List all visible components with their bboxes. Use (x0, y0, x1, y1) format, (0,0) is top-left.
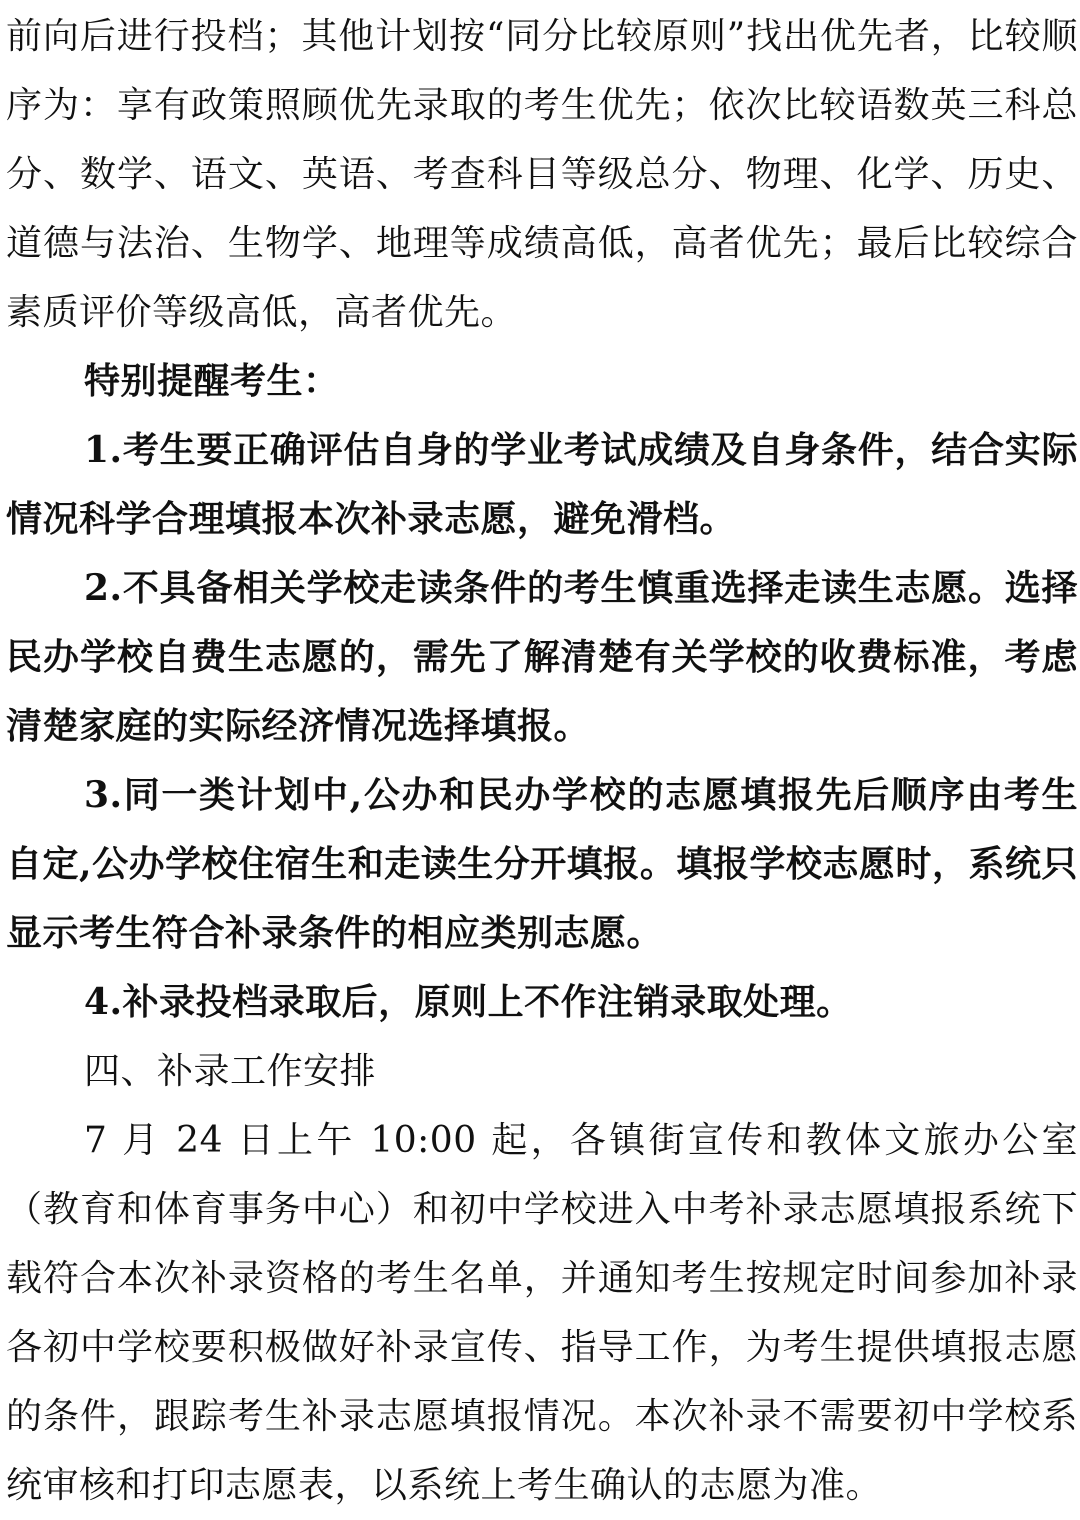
reminder-heading: 特别提醒考生： (84, 360, 340, 402)
paragraph-arrangement: 7 月 24 日上午 10:00 起，各镇街宣传和教体文旅办公室（教育和体育事务中心）和初中学校进入中考补录志愿填报系统下载符合本次补录资格的考生名单，并通知考生按规定时间参加补录各初中学校要积极做好补录宣传、指导工作，为考生提供填报志愿的条件，跟踪考生补录志愿填报情况。本次补录不需要初中学校系统审核和打印志愿表，以系统上考生确认的志愿为准。 (6, 1120, 1078, 1506)
reminder-item-1-number: 1. (84, 429, 123, 471)
reminder-item-2 (6, 554, 1078, 761)
paragraph-admission-order: 前向后进行投档；其他计划按“同分比较原则”找出优先者，比较顺序为：享有政策照顾优先录取的考生优先；依次比较语数英三科总分、数学、语文、英语、考查科目等级总分、物理、化学、历史、道德与法治、生物学、地理等成绩高低，高者优先；最后比较综合素质评价等级高低，高者优先。 (6, 16, 1078, 333)
section-heading-arrangement: 四、补录工作安排 (84, 1051, 377, 1092)
reminder-item-1-text: 考生要正确评估自身的学业考试成绩及自身条件，结合实际情况科学合理填报本次补录志愿，避免滑档。 (6, 429, 1078, 540)
reminder-item-3-text: 同一类计划中,公办和民办学校的志愿填报先后顺序由考生自定,公办学校住宿生和走读生分开填报。填报学校志愿时，系统只显示考生符合补录条件的相应类别志愿。 (6, 774, 1078, 954)
reminder-item-1 (6, 416, 1078, 554)
reminder-item-4-text: 补录投档录取后，原则上不作注销录取处理。 (122, 981, 853, 1023)
reminder-item-3 (6, 761, 1078, 968)
reminder-item-4-number: 4. (84, 981, 123, 1023)
reminder-item-3-number: 3. (84, 774, 123, 816)
reminder-item-2-number: 2. (84, 567, 123, 609)
reminder-item-2-text: 不具备相关学校走读条件的考生慎重选择走读生志愿。选择民办学校自费生志愿的，需先了解清楚有关学校的收费标准，考虑清楚家庭的实际经济情况选择填报。 (6, 567, 1078, 747)
reminder-item-4 (6, 968, 1078, 1037)
